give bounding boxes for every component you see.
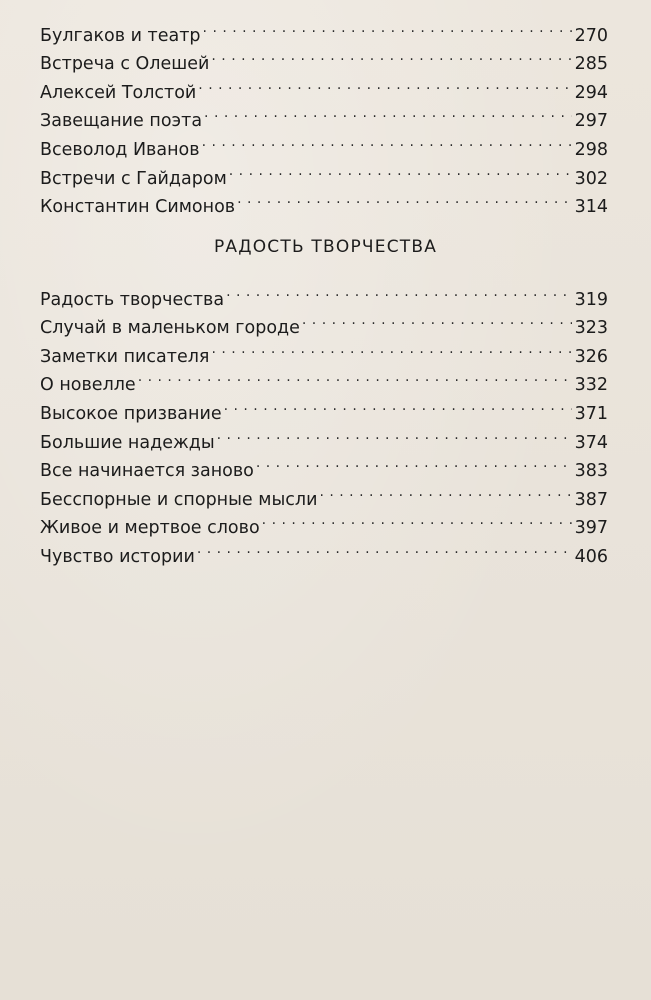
toc-entry-title: Булгаков и театр [40,25,201,46]
toc-entry-title: Всеволод Иванов [40,139,200,160]
toc-entry-title: Случай в маленьком городе [40,318,300,339]
toc-entry-page: 297 [574,111,608,132]
toc-list-part-1 [40,12,608,218]
dot-leader [203,12,572,41]
section-heading: РАДОСТЬ ТВОРЧЕСТВА [213,237,438,257]
dot-leader [224,390,572,419]
toc-entry-title: Чувство истории [40,546,195,567]
dot-leader [202,126,572,155]
dot-leader [229,155,572,184]
toc-entry-page: 294 [574,82,608,103]
dot-leader [237,184,572,213]
toc-entry-page: 302 [574,168,608,189]
toc-entry-page: 332 [574,375,608,396]
toc-entry-title: Все начинается заново [40,461,254,482]
dot-leader [262,505,572,534]
toc-entry-page: 371 [574,403,608,424]
toc-entry-title: Константин Симонов [40,197,236,218]
toc-entry-page: 374 [574,432,608,453]
dot-leader [198,69,571,98]
toc-list-part-2 [40,276,608,567]
toc-entry-page: 406 [574,546,608,567]
dot-leader [319,476,571,505]
toc-entry-title: О новелле [40,375,136,396]
toc-entry-page: 387 [574,489,608,510]
toc-entry-title: Высокое призвание [40,403,222,424]
dot-leader [217,419,572,448]
toc-entry-page: 270 [574,25,608,46]
toc-entry-title: Большие надежды [40,432,215,453]
toc-entry-title: Бесспорные и спорные мысли [40,489,318,510]
toc-entry-title: Встреча с Олешей [40,54,210,75]
dot-leader [211,41,571,70]
toc-entry-page: 298 [574,139,608,160]
toc-entry-title: Радость творчества [40,289,225,310]
toc-entry-title: Завещание поэта [40,111,203,132]
dot-leader [226,276,572,305]
toc-entry-title: Заметки писателя [40,346,210,367]
toc-entry-page: 326 [574,346,608,367]
dot-leader [302,305,572,334]
dot-leader [204,98,572,127]
toc-entry-page: 319 [574,289,608,310]
toc-entry-title: Живое и мертвое слово [40,518,260,539]
dot-leader [211,333,571,362]
toc-entry [40,276,608,310]
toc-entry-page: 323 [574,318,608,339]
dot-leader [256,448,572,477]
toc-entry-title: Алексей Толстой [40,82,197,103]
toc-entry-page: 397 [574,518,608,539]
toc-entry-page: 285 [574,54,608,75]
toc-entry-title: Встречи с Гайдаром [40,168,227,189]
toc-entry-page: 383 [574,461,608,482]
dot-leader [138,362,572,391]
dot-leader [197,533,572,562]
toc-entry-page: 314 [574,197,608,218]
toc-entry [40,12,608,46]
